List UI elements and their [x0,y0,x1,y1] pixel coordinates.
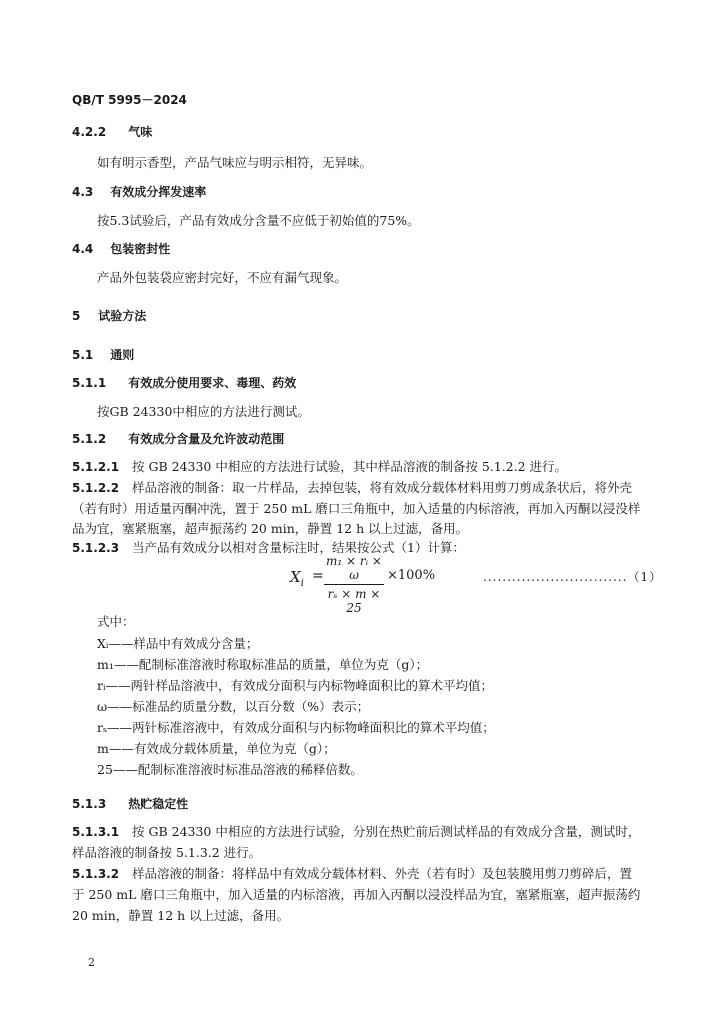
paragraph-5-1-2-2-line1 [72,478,632,496]
heading-5-1-2 [72,430,284,447]
heading-4-2-2 [72,123,152,140]
clause-number: 5.1.2.2 [72,481,120,495]
where-item: Xᵢ——样品中有效成分含量； [97,636,259,651]
where-item: rᵢ——两针样品溶液中，有效成分面积与内标物峰面积比的算术平均值； [97,678,493,693]
paragraph-5-1-3-1-line1 [72,822,640,840]
section-number: 4.4 [72,242,94,256]
paragraph-5-1-3-2-line2: 于 250 mL 磨口三角瓶中，加入适量的内标溶液，再加入丙酮以浸没样品为宜，塞紧瓶塞，超声振荡约 [72,887,641,902]
heading-5-1-1 [72,374,296,391]
paragraph-5-1-2-2-line3: 品为宜，塞紧瓶塞，超声振荡约 20 min，静置 12 h 以上过滤，备用。 [72,521,469,536]
formula-1 [290,554,440,615]
paragraph-4-3: 按5.3试验后，产品有效成分含量不应低于初始值的75%。 [97,213,420,228]
clause-number: 5.1.3.1 [72,825,120,839]
where-item: rₛ——两针标准溶液中，有效成分面积与内标物峰面积比的算术平均值； [97,720,495,735]
clause-text: 当产品有效成分以相对含量标注时，结果按公式（1）计算： [132,540,465,555]
section-number: 5 [72,309,81,323]
formula-leader: .............................. [483,570,628,584]
section-number: 4.3 [72,185,94,199]
formula-numerator: m₁ × rᵢ × ω [326,554,382,582]
clause-text: 样品溶液的制备：取一片样品，去掉包装，将有效成分载体材料用剪刀剪成条状后，将外壳 [132,480,633,495]
paragraph-5-1-1: 按GB 24330中相应的方法进行测试。 [97,404,310,419]
heading-4-3 [72,183,206,200]
clause-text: 按 GB 24330 中相应的方法进行试验，其中样品溶液的制备按 5.1.2.2 进行。 [132,459,568,474]
paragraph-5-1-2-2-line2: （若有时）用适量丙酮冲洗，置于 250 mL 磨口三角瓶中，加入适量的内标溶液，再加入丙酮以浸没样 [72,501,641,516]
section-number: 5.1.2 [72,432,107,446]
paragraph-5-1-3-2-line3: 20 min，静置 12 h 以上过滤，备用。 [72,908,290,923]
standard-code: QB/T 5995－2024 [72,93,187,107]
formula-eq-no: （1） [627,570,663,584]
section-title: 热贮稳定性 [128,797,189,811]
section-title: 有效成分含量及允许波动范围 [128,432,285,446]
heading-5-1 [72,346,134,363]
clause-number: 5.1.3.2 [72,867,120,881]
clause-number: 5.1.2.3 [72,541,120,555]
clause-text: 按 GB 24330 中相应的方法进行试验，分别在热贮前后测试样品的有效成分含量，测试时， [132,824,641,839]
section-number: 5.1 [72,348,94,362]
where-item: 25——配制标准溶液时标准品溶液的稀释倍数。 [97,762,363,777]
where-intro: 式中： [97,614,135,629]
formula-equals: = [312,568,324,584]
paragraph-4-4: 产品外包装袋应密封完好，不应有漏气现象。 [97,270,348,285]
formula-tail: ×100% [387,568,436,583]
paragraph-5-1-3-2-line1 [72,864,632,882]
formula-denominator: rₛ × m × 25 [327,587,381,615]
section-title: 有效成分使用要求、毒理、药效 [128,376,297,390]
formula-fraction [324,554,384,615]
section-title: 通则 [110,348,135,362]
paragraph-4-2-2: 如有明示香型，产品气味应与明示相符，无异味。 [97,155,373,170]
where-item: ω——标准品约质量分数，以百分数（%）表示； [97,699,370,714]
section-number: 4.2.2 [72,125,107,139]
section-number: 5.1.1 [72,376,107,390]
heading-5-1-3 [72,795,188,812]
paragraph-5-1-3-1-line2: 样品溶液的制备按 5.1.3.2 进行。 [72,845,262,860]
formula-lhs: $X_i$ [290,568,304,589]
heading-5 [72,307,146,324]
where-item: m₁——配制标准溶液时称取标准品的质量，单位为克（g）； [97,657,429,672]
section-number: 5.1.3 [72,797,107,811]
clause-text: 样品溶液的制备：将样品中有效成分载体材料、外壳（若有时）及包装膜用剪刀剪碎后，置 [132,866,633,881]
heading-4-4 [72,240,170,257]
formula-lhs-subscript: i [300,578,304,589]
page-number: 2 [88,956,95,969]
clause-number: 5.1.2.1 [72,460,120,474]
formula-number [483,568,662,585]
section-title: 包装密封性 [110,242,171,256]
where-item: m——有效成分载体质量，单位为克（g）； [97,741,336,756]
fraction-bar [324,584,384,585]
paragraph-5-1-2-1 [72,457,567,475]
section-title: 有效成分挥发速率 [110,185,207,199]
section-title: 试验方法 [98,309,147,323]
section-title: 气味 [128,125,153,139]
